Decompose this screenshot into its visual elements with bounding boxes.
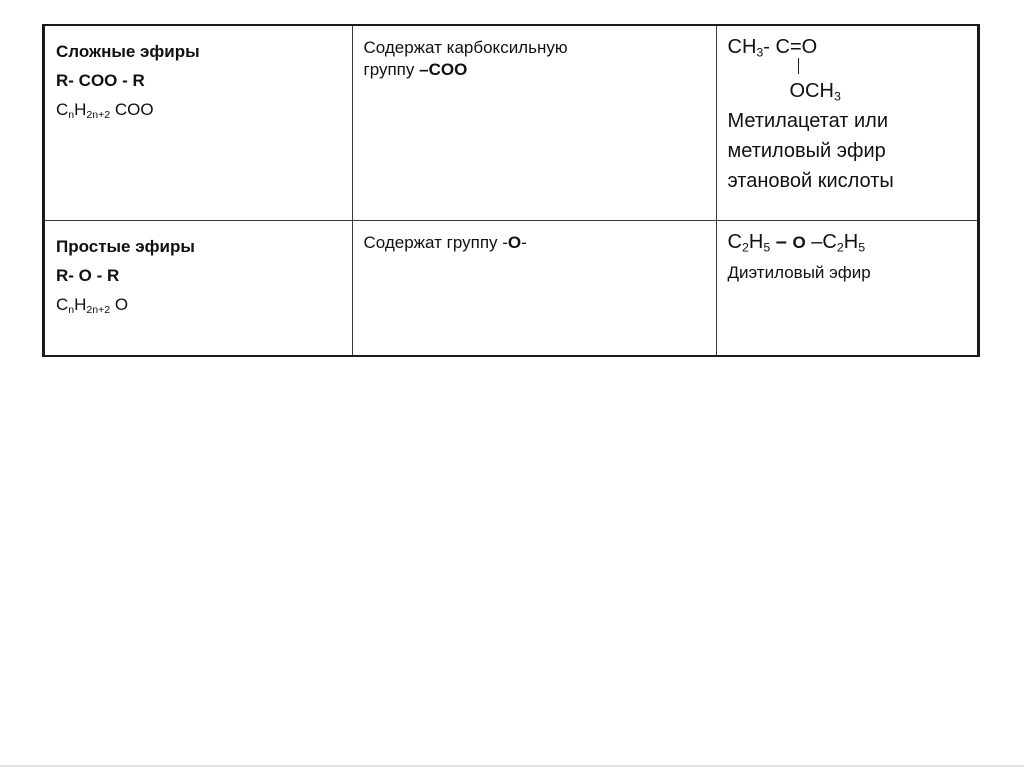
compound-name: Диэтиловый эфир — [727, 262, 871, 282]
cell-example — [716, 26, 977, 220]
type-name: Простые эфиры — [56, 236, 195, 256]
cell-example — [716, 220, 977, 355]
compound-name: Метилацетат или метиловый эфир этановой кислоты — [727, 110, 894, 192]
cell-type — [45, 26, 352, 220]
feature-group-line: группу –COO — [363, 60, 468, 79]
cell-feature — [352, 26, 716, 220]
general-formula: R- COO - R — [56, 71, 145, 90]
cell-type — [45, 220, 352, 355]
table-row-esters — [45, 26, 977, 220]
structural-formula-top: $CH_3-$ C=O — [727, 36, 818, 60]
table — [45, 26, 977, 355]
general-formula: R- O - R — [56, 265, 120, 285]
structural-formula-bottom: $OCH_3$ — [789, 80, 841, 104]
molecular-formula: $C_nH_{2n+2}$ O — [56, 294, 129, 316]
molecular-formula: $C_nH_{2n+2}$ COO — [56, 100, 154, 121]
functional-group: –COO — [419, 60, 468, 79]
feature-text: Содержат группу -O- — [363, 232, 527, 252]
table-row-ethers — [45, 220, 977, 355]
feature-text: Содержат карбоксильную — [363, 38, 568, 57]
cell-feature — [352, 220, 716, 355]
esters-comparison-table — [42, 24, 980, 357]
single-bond-line — [728, 60, 974, 78]
type-name: Сложные эфиры — [56, 42, 200, 61]
functional-group: O — [507, 232, 522, 252]
structural-formula: $C_2H_5$ – O $-C_2H_5$ — [727, 230, 866, 254]
